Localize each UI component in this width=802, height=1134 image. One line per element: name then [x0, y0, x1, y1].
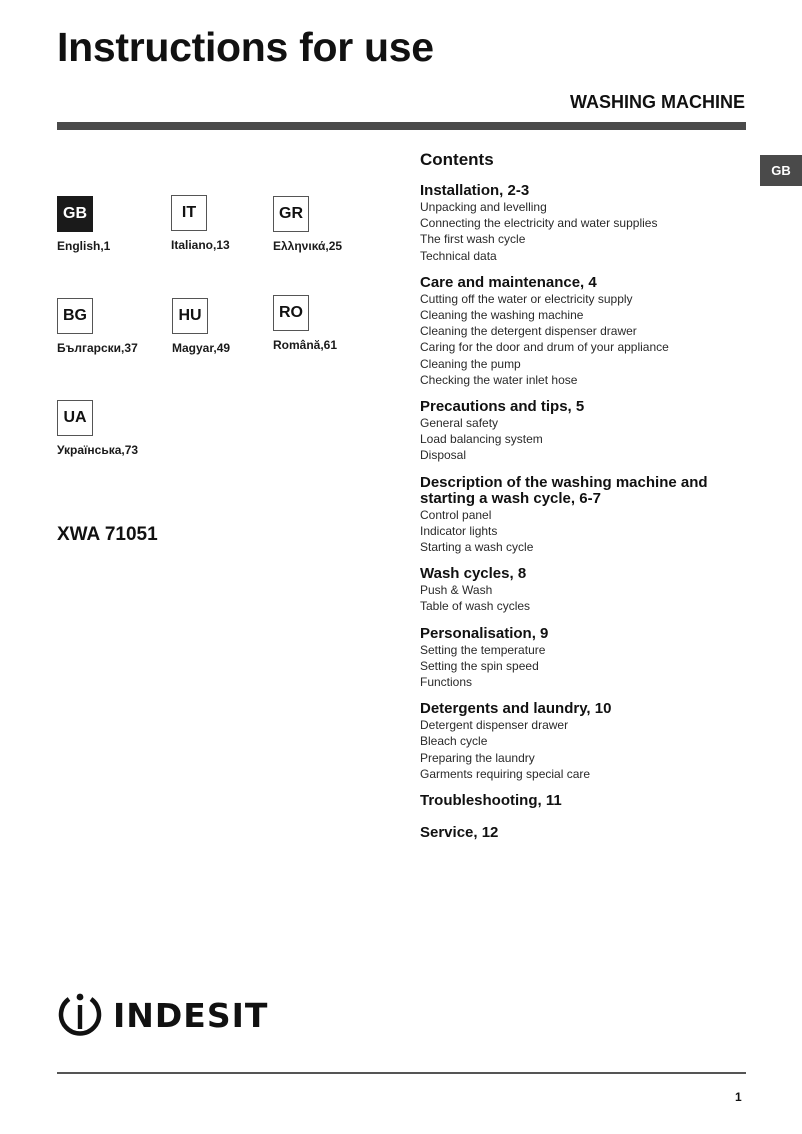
language-code-box: IT: [171, 195, 207, 231]
language-label: Italiano,13: [171, 238, 230, 252]
toc-item[interactable]: Garments requiring special care: [420, 766, 591, 781]
toc-item[interactable]: Control panel: [420, 507, 492, 522]
toc-item[interactable]: Unpacking and levelling: [420, 200, 547, 214]
language-ro[interactable]: [273, 295, 383, 352]
indesit-power-i-icon: [57, 990, 103, 1040]
toc-section-title[interactable]: Description of the washing machine and starting a wash cycle, 6-7: [420, 473, 708, 507]
toc-item[interactable]: Indicator lights: [420, 523, 498, 538]
table-of-contents: [420, 150, 750, 852]
brand-logo: [57, 990, 268, 1040]
language-code-box: HU: [172, 298, 208, 334]
toc-section-troubleshooting: [420, 793, 750, 809]
toc-section-title[interactable]: Wash cycles, 8: [420, 565, 527, 583]
toc-item[interactable]: Technical data: [420, 248, 497, 263]
toc-section-title[interactable]: Service, 12: [420, 824, 499, 842]
language-it[interactable]: [171, 195, 281, 252]
toc-item[interactable]: Bleach cycle: [420, 734, 488, 749]
toc-item[interactable]: Disposal: [420, 448, 467, 463]
language-label: Ελληνικά,25: [273, 239, 343, 253]
toc-item[interactable]: Cleaning the pump: [420, 356, 521, 371]
language-ua[interactable]: [57, 400, 167, 457]
language-code-box: BG: [57, 298, 93, 334]
toc-item[interactable]: Connecting the electricity and water supplies: [420, 216, 658, 231]
brand-wordmark: INDESIT: [113, 995, 269, 1035]
toc-section-personalisation: [420, 626, 750, 691]
toc-item[interactable]: Starting a wash cycle: [420, 540, 534, 555]
toc-section-precautions: [420, 399, 750, 464]
toc-item[interactable]: Caring for the door and drum of your appliance: [420, 340, 669, 355]
toc-item[interactable]: Checking the water inlet hose: [420, 372, 578, 387]
language-label: Magyar,49: [172, 341, 231, 355]
language-gb[interactable]: [57, 196, 167, 253]
toc-item[interactable]: Detergent dispenser drawer: [420, 718, 569, 733]
language-label: English,1: [57, 239, 111, 253]
toc-section-title[interactable]: Personalisation, 9: [420, 624, 549, 642]
language-label: Română,61: [273, 338, 338, 352]
toc-section-care: [420, 275, 750, 388]
toc-section-wash-cycles: [420, 566, 750, 614]
toc-item[interactable]: Preparing the laundry: [420, 750, 535, 765]
toc-section-installation: [420, 183, 750, 264]
footer-divider: [57, 1072, 746, 1074]
toc-item[interactable]: General safety: [420, 416, 499, 431]
language-code-box: RO: [273, 295, 309, 331]
toc-section-service: [420, 825, 750, 841]
language-code-box: GB: [57, 196, 93, 232]
product-type: WASHING MACHINE: [570, 92, 745, 112]
page-title: Instructions for use: [57, 24, 434, 70]
toc-item[interactable]: The first wash cycle: [420, 232, 526, 247]
toc-item[interactable]: Setting the temperature: [420, 642, 546, 657]
toc-item[interactable]: Push & Wash: [420, 583, 493, 598]
toc-item[interactable]: Setting the spin speed: [420, 658, 539, 673]
language-hu[interactable]: [172, 298, 282, 355]
toc-section-title[interactable]: Troubleshooting, 11: [420, 792, 562, 810]
language-label: Български,37: [57, 341, 138, 355]
toc-item[interactable]: Cleaning the detergent dispenser drawer: [420, 324, 637, 339]
toc-item[interactable]: Cutting off the water or electricity supply: [420, 291, 633, 306]
side-language-tab: GB: [760, 155, 802, 186]
language-bg[interactable]: [57, 298, 167, 355]
page-number: 1: [735, 1090, 742, 1104]
model-number: XWA 71051: [57, 524, 158, 545]
language-code-box: GR: [273, 196, 309, 232]
toc-section-title[interactable]: Installation, 2-3: [420, 182, 530, 199]
language-code-box: UA: [57, 400, 93, 436]
toc-section-title[interactable]: Care and maintenance, 4: [420, 273, 597, 291]
toc-section-title[interactable]: Detergents and laundry, 10: [420, 700, 612, 718]
language-gr[interactable]: [273, 196, 383, 253]
language-label: Українська,73: [57, 443, 139, 457]
toc-item[interactable]: Cleaning the washing machine: [420, 308, 584, 323]
toc-section-detergents: [420, 701, 750, 782]
toc-item[interactable]: Load balancing system: [420, 432, 543, 447]
contents-heading: Contents: [420, 150, 494, 169]
toc-section-title[interactable]: Precautions and tips, 5: [420, 398, 585, 416]
toc-item[interactable]: Functions: [420, 675, 473, 690]
toc-item[interactable]: Table of wash cycles: [420, 599, 531, 614]
toc-section-description: [420, 475, 750, 556]
header-divider: [57, 122, 746, 130]
